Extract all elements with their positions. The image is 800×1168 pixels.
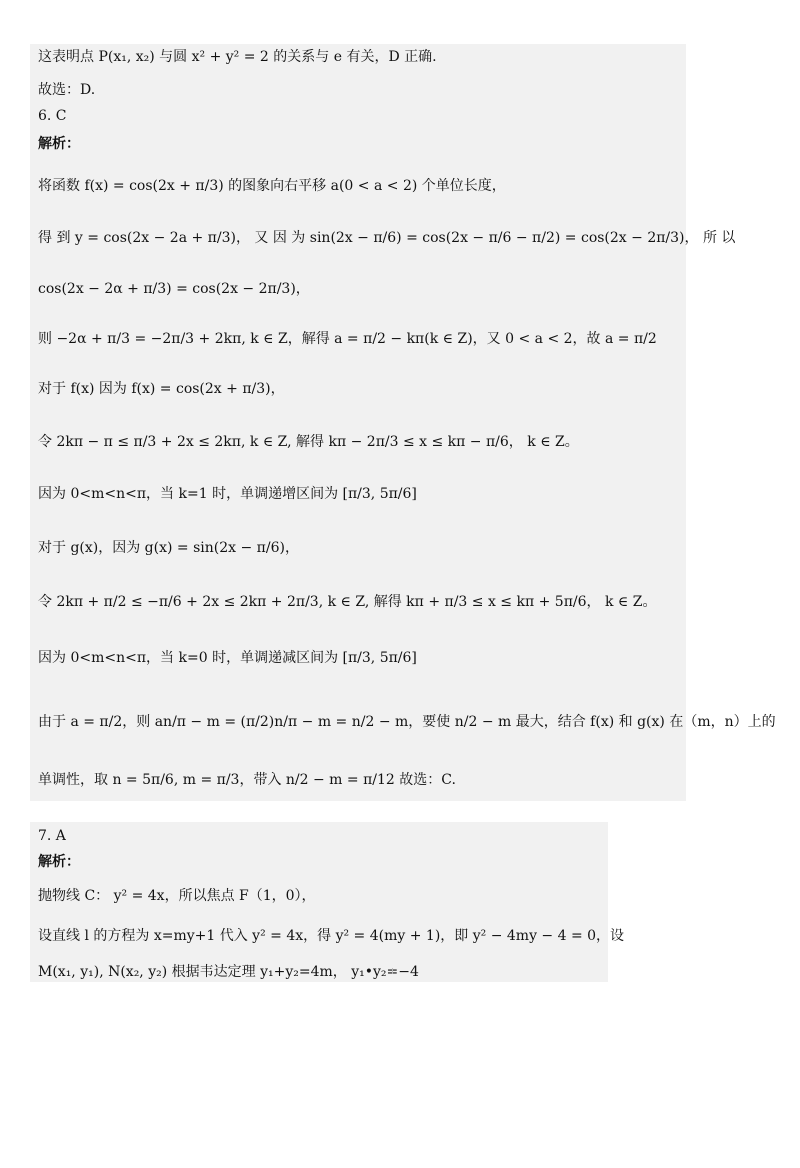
math-line: 抛物线 C： y² = 4x，所以焦点 F（1，0）， bbox=[38, 888, 316, 904]
answer-line-d: 故选：D. bbox=[38, 82, 96, 98]
math-line: 将函数 f(x) = cos(2x + π/3) 的图象向右平移 a(0 < a < 2) 个单位长度， bbox=[38, 178, 506, 194]
math-line: 单调性，取 n = 5π/6, m = π/3，带入 n/2 − m = π/12 故选：C. bbox=[38, 772, 456, 788]
math-line: 令 2kπ + π/2 ≤ −π/6 + 2x ≤ 2kπ + 2π/3, k ∈ Z, 解得 kπ + π/3 ≤ x ≤ kπ + 5π/6， k ∈ Z。 bbox=[38, 594, 657, 610]
math-line: 则 −2α + π/3 = −2π/3 + 2kπ, k ∈ Z，解得 a = π/2 − kπ(k ∈ Z)，又 0 < a < 2，故 a = π/2 bbox=[38, 331, 657, 347]
conclusion-line: 这表明点 P(x₁, x₂) 与圆 x² + y² = 2 的关系与 e 有关，D 正确. bbox=[38, 49, 437, 65]
math-line: 令 2kπ − π ≤ π/3 + 2x ≤ 2kπ, k ∈ Z, 解得 kπ − 2π/3 ≤ x ≤ kπ − π/6， k ∈ Z。 bbox=[38, 434, 579, 450]
math-line: 设直线 l 的方程为 x=my+1 代入 y² = 4x，得 y² = 4(my + 1)，即 y² − 4my − 4 = 0，设 bbox=[38, 928, 625, 944]
edit-mark bbox=[392, 968, 401, 974]
math-line: 因为 0<m<n<π，当 k=1 时，单调递增区间为 [π/3, 5π/6] bbox=[38, 486, 417, 502]
math-line: 因为 0<m<n<π，当 k=0 时，单调递减区间为 [π/3, 5π/6] bbox=[38, 650, 417, 666]
question-6-heading: 6. C bbox=[38, 108, 67, 124]
analysis-label: 解析： bbox=[38, 854, 80, 870]
math-line: 对于 f(x) 因为 f(x) = cos(2x + π/3)， bbox=[38, 381, 285, 397]
math-line: cos(2x − 2α + π/3) = cos(2x − 2π/3)， bbox=[38, 281, 310, 297]
math-line: M(x₁, y₁), N(x₂, y₂) 根据韦达定理 y₁+y₂=4m， y₁•y₂=−4 bbox=[38, 964, 419, 980]
solution-panel-q6 bbox=[30, 44, 776, 801]
math-line: 由于 a = π/2，则 an/π − m = (π/2)n/π − m = n/2 − m，要使 n/2 − m 最大，结合 f(x) 和 g(x) 在（m，n）上的 bbox=[38, 714, 776, 730]
question-7-heading: 7. A bbox=[38, 828, 66, 844]
math-line: 得 到 y = cos(2x − 2a + π/3)， 又 因 为 sin(2x − π/6) = cos(2x − π/6 − π/2) = cos(2x − 2π/3)， 所 以 bbox=[38, 230, 736, 246]
math-line: 对于 g(x)，因为 g(x) = sin(2x − π/6)， bbox=[38, 540, 299, 556]
analysis-label: 解析： bbox=[38, 136, 80, 152]
